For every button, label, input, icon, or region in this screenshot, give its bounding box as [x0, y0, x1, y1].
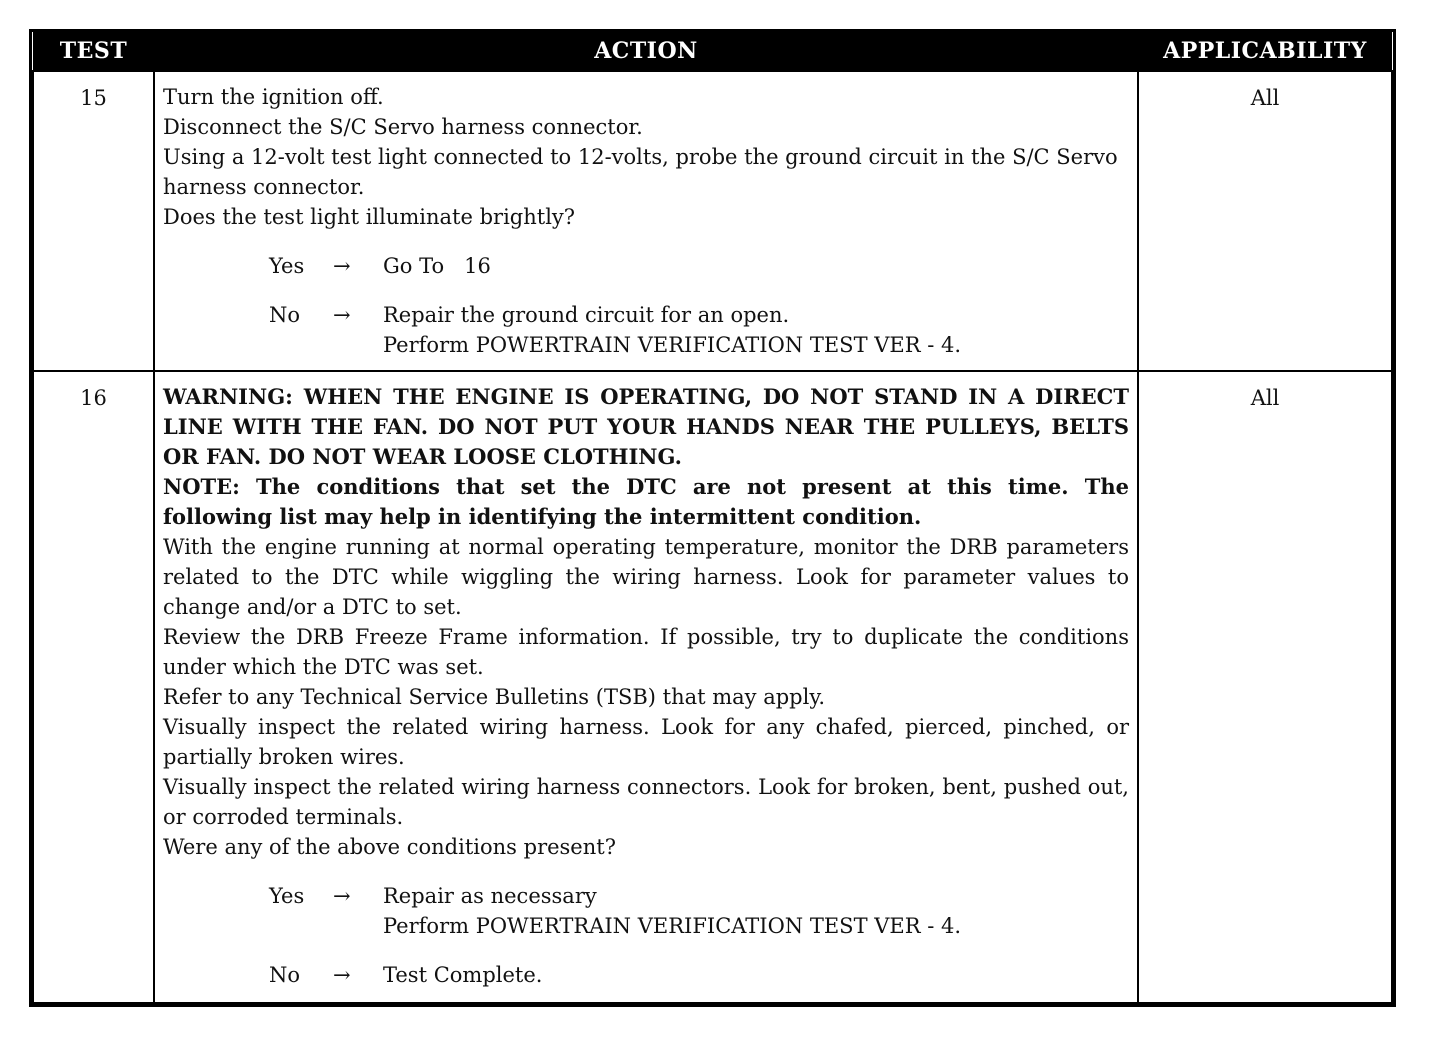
- applicability-value: All: [1138, 71, 1392, 371]
- yes-response: [269, 251, 1129, 281]
- applicability-value: All: [1138, 371, 1392, 1003]
- diagnostic-test-table-container: [29, 29, 1396, 1007]
- no-label: No: [269, 963, 301, 987]
- arrow-icon: →: [333, 254, 351, 278]
- yes-action: Repair as necessary: [383, 884, 597, 908]
- yes-label: Yes: [269, 884, 305, 908]
- arrow-icon: →: [333, 303, 351, 327]
- yes-action-followup: Perform POWERTRAIN VERIFICATION TEST VER - 4.: [383, 914, 962, 938]
- action-step: Using a 12-volt test light connected to 12-volts, probe the ground circuit in the S/C Servo harness connector.: [163, 145, 1118, 199]
- header-applicability: APPLICABILITY: [1138, 32, 1392, 71]
- action-step: Refer to any Technical Service Bulletins (TSB) that may apply.: [163, 685, 826, 709]
- diagnostic-test-table: [32, 32, 1393, 1004]
- arrow-icon: →: [333, 963, 351, 987]
- no-response: [269, 300, 1129, 360]
- action-question: Were any of the above conditions present?: [163, 835, 616, 859]
- yes-response: [269, 881, 1129, 941]
- test-number: 16: [33, 371, 154, 1003]
- note-text: NOTE: The conditions that set the DTC are not present at this time. The following list may help in identifying the intermittent condition.: [163, 474, 1129, 529]
- no-action: Test Complete.: [383, 963, 543, 987]
- yes-action: Go To 16: [383, 254, 491, 278]
- action-step: Turn the ignition off.: [163, 85, 384, 109]
- action-question: Does the test light illuminate brightly?: [163, 205, 576, 229]
- no-response: [269, 960, 1129, 990]
- header-action: ACTION: [154, 32, 1138, 71]
- action-step: Review the DRB Freeze Frame information. If possible, try to duplicate the conditions under which the DTC was set.: [163, 625, 1129, 679]
- table-header: [33, 32, 1392, 71]
- no-action-followup: Perform POWERTRAIN VERIFICATION TEST VER - 4.: [383, 333, 962, 357]
- action-step: Visually inspect the related wiring harness. Look for any chafed, pierced, pinched, or partially broken wires.: [163, 715, 1129, 769]
- header-test: TEST: [33, 32, 154, 71]
- test-number: 15: [33, 71, 154, 371]
- action-cell: [154, 371, 1138, 1003]
- no-label: No: [269, 303, 301, 327]
- arrow-icon: →: [333, 884, 351, 908]
- action-step: With the engine running at normal operating temperature, monitor the DRB parameters related to the DTC while wiggling the wiring harness. Look for parameter values to change and/or a DTC to set.: [163, 535, 1129, 619]
- action-step: Disconnect the S/C Servo harness connector.: [163, 115, 643, 139]
- warning-text: WARNING: WHEN THE ENGINE IS OPERATING, DO NOT STAND IN A DIRECT LINE WITH THE FAN. DO NOT PUT YOUR HANDS NEAR THE PULLEYS, BELTS OR FAN. DO NOT WEAR LOOSE CLOTHING.: [163, 384, 1129, 469]
- action-cell: [154, 71, 1138, 371]
- table-row: [33, 71, 1392, 371]
- table-row: [33, 371, 1392, 1003]
- no-action: Repair the ground circuit for an open.: [383, 303, 790, 327]
- action-step: Visually inspect the related wiring harness connectors. Look for broken, bent, pushed out, or corroded terminals.: [163, 775, 1129, 829]
- yes-label: Yes: [269, 254, 305, 278]
